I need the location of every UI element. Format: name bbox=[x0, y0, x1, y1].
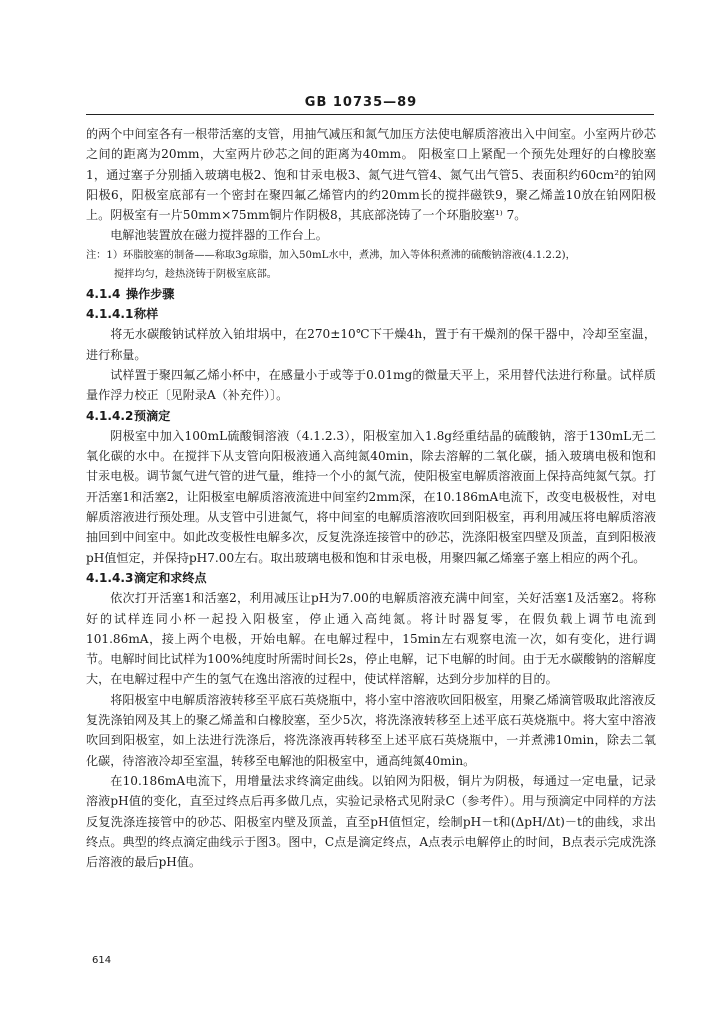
footnote-agar-plug-continued: 搅拌均匀，趁热浇铸于阴极室底部。 bbox=[114, 268, 277, 280]
paragraph-endpoint: 在10.186mA电流下，用增量法求终滴定曲线。以铂网为阳极，铜片为阴极，每通过一定电量，记录溶液pH值的变化，直至过终点后再多做几点，实验记录格式见附录C（参考件）。用与预滴定中同样的方法反复洗涤连接管中的砂芯、阳极室内壁及顶盖，直至pH值恒定，绘制pH－t和(ΔpH/Δt)－t的曲线，求出终点。典型的终点滴定曲线示于图3。图中，C点是滴定终点，A点表示电解停止的时间，B点表示完成洗涤后溶液的最后pH值。 bbox=[86, 773, 656, 870]
paragraph-apparatus-description: 的两个中间室各有一根带活塞的支管，用抽气减压和氮气加压方法使电解质溶液出入中间室。小室两片砂芯之间的距离为20mm，大室两片砂芯之间的距离为40mm。 阳极室口上紧配一个预先处理好的白橡胶塞1，通过塞子分别插入玻璃电极2、饱和甘汞电极3、氮气进气管4、氮气出气管5、表面积约60cm²的铂网阳极6，阳极室底部有一个密封在聚四氟乙烯管内的约20mm长的搅拌磁铁9，聚乙烯盖10放在铂网阳极上。阴极室有一片50mm×75mm铜片作阴极8，其底部浇铸了一个环脂胶塞¹⁾ 7。 bbox=[86, 127, 656, 223]
page-number: 614 bbox=[92, 955, 112, 966]
document-body bbox=[86, 124, 656, 872]
section-title: 滴定和求终点 bbox=[134, 570, 207, 585]
section-number: 4.1.4.3 bbox=[86, 570, 134, 585]
section-heading-weighing bbox=[86, 304, 656, 324]
paragraph-drying: 将无水碳酸钠试样放入铂坩埚中，在270±10℃下干燥4h，置于有干燥剂的保干器中，冷却至室温，进行称量。 bbox=[86, 327, 656, 362]
paragraph-weighing-method: 试样置于聚四氟乙烯小杯中，在感量小于或等于0.01mg的微量天平上，采用替代法进行称量。试样质量作浮力校正〔见附录A（补充件）〕。 bbox=[86, 367, 656, 403]
standard-header: GB 10735—89 bbox=[304, 95, 418, 110]
footnote-agar-plug: 注：1）环脂胶塞的制备——称取3g琼脂，加入50mL水中，煮沸，加入等体积煮沸的硫酸钠溶液(4.1.2.2)， bbox=[86, 249, 576, 261]
section-heading-titration bbox=[86, 568, 656, 588]
section-title: 预滴定 bbox=[134, 408, 171, 423]
paragraph-washing: 将阳极室中电解质溶液转移至平底石英烧瓶中，将小室中溶液吹回阳极室，用聚乙烯滴管吸取此溶液反复洗涤铂网及其上的聚乙烯盖和白橡胶塞，至少5次，将洗涤液转移至上述平底石英烧瓶中。将大室中溶液吹回到阳极室，如上法进行洗涤后，将洗涤液再转移至上述平底石英烧瓶中，一并煮沸10min，除去二氧化碳，待溶液冷却至室温，转移至电解池的阳极室中，通高纯氮40min。 bbox=[86, 692, 656, 768]
section-number: 4.1.4 bbox=[86, 286, 121, 301]
paragraph-electrolysis: 依次打开活塞1和活塞2，利用减压让pH为7.00的电解质溶液充满中间室，关好活塞1及活塞2。将称好的试样连同小杯一起投入阳极室，停止通入高纯氮。将计时器复零，在假负载上调节电流到101.86mA，接上两个电极，开始电解。在电解过程中，15min左右观察电流一次，如有变化，进行调节。电解时间比试样为100%纯度时所需时间长2s，停止电解，记下电解的时间。由于无水碳酸钠的溶解度大，在电解过程中产生的氢气在逸出溶液的过程中，使试样溶解，达到分步加样的目的。 bbox=[86, 591, 656, 687]
section-heading-pretitration bbox=[86, 406, 656, 426]
section-number: 4.1.4.1 bbox=[86, 307, 134, 322]
paragraph-pretitration: 阴极室中加入100mL硫酸铜溶液（4.1.2.3），阳极室加入1.8g经重结晶的硫酸钠，溶于130mL无二氧化碳的水中。在搅拌下从支管向阳极液通入高纯氮40min，除去溶解的二氧化碳，插入玻璃电极和饱和甘汞电极。调节氮气进气管的进气量，维持一个小的氮气流，使阳极室电解质溶液面上保持高纯氮气氛。打开活塞1和活塞2，让阳极室电解质溶液流进中间室约2mm深，在10.186mA电流下，改变电极极性，对电解质溶液进行预处理。从支管中引进氮气，将中间室的电解质溶液吹回到阳极室，再利用减压将电解质溶液抽回到中间室中。如此改变极性电解多次，反复洗涤连接管中的砂芯，洗涤阳极室四壁及顶盖，直到阳极液pH值恒定，并保持pH7.00左右。取出玻璃电极和饱和甘汞电极，用聚四氟乙烯塞子塞上相应的两个孔。 bbox=[86, 428, 656, 565]
paragraph-stirrer-placement: 电解池装置放在磁力搅拌器的工作台上。 bbox=[110, 228, 328, 243]
section-number: 4.1.4.2 bbox=[86, 408, 134, 423]
section-title: 操作步骤 bbox=[126, 286, 175, 301]
header-rule bbox=[86, 114, 654, 115]
section-title: 称样 bbox=[134, 307, 159, 322]
section-heading-procedure bbox=[86, 284, 656, 304]
